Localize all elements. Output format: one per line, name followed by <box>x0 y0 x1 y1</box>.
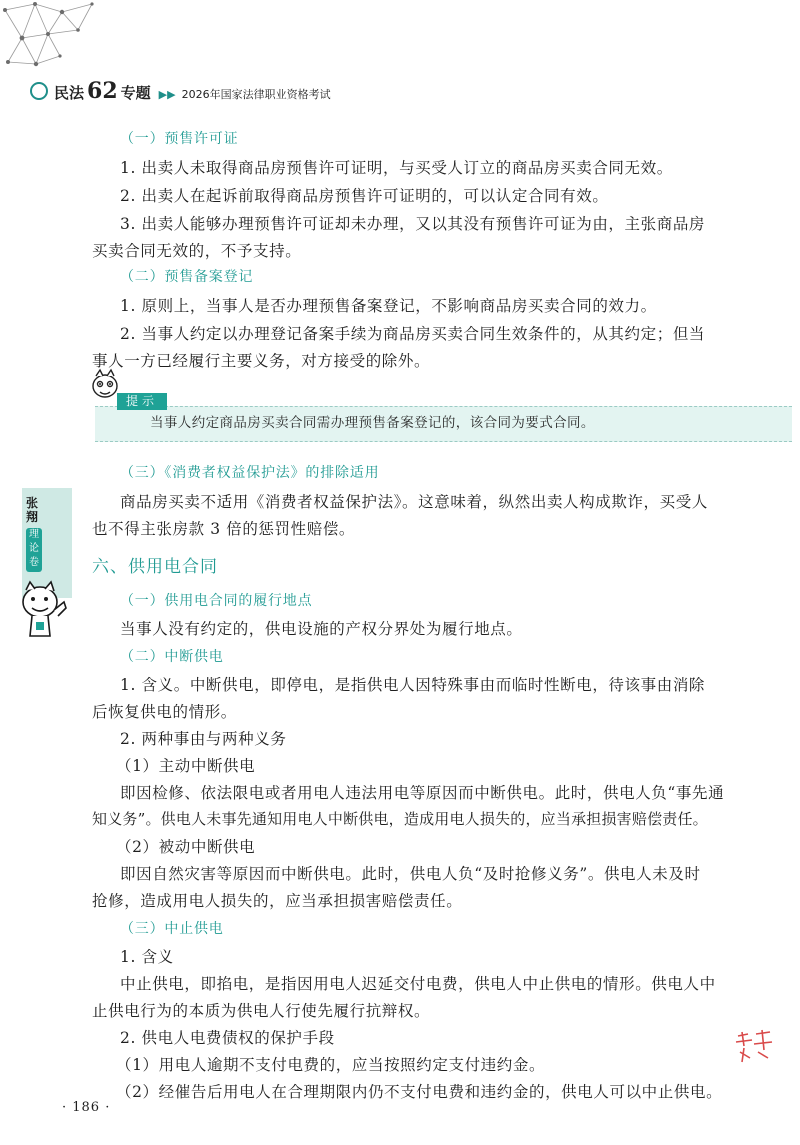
section-title-power-supply-contract: 六、供用电合同 <box>92 557 218 577</box>
heading-suspend-supply: （三）中止供电 <box>120 921 224 937</box>
mascot-thumbs-up-icon <box>14 580 70 644</box>
header-exam: 2026年国家法律职业资格考试 <box>181 88 331 101</box>
heading-interrupt-supply: （二）中断供电 <box>120 649 224 665</box>
tip-text: 当事人约定商品房买卖合同需办理预售备案登记的，该合同为要式合同。 <box>150 415 595 431</box>
brand-logo-icon <box>30 82 48 100</box>
running-header <box>30 78 331 104</box>
paragraph: （1）主动中断供电 <box>116 757 256 775</box>
header-subtitle: 专题 <box>120 84 151 102</box>
paragraph: 2. 供电人电费债权的保护手段 <box>120 1029 335 1047</box>
paragraph: 3. 出卖人能够办理预售许可证却未办理，又以其没有预售许可证为由，主张商品房 <box>120 215 706 233</box>
paragraph: 也不得主张房款 3 倍的惩罚性赔偿。 <box>92 520 356 538</box>
page-number: · 186 · <box>62 1100 111 1115</box>
paragraph: 抢修，造成用电人损失的，应当承担损害赔偿责任。 <box>92 892 463 910</box>
paragraph: 中止供电，即掐电，是指因用电人迟延交付电费，供电人中止供电的情形。供电人中 <box>120 975 716 993</box>
paragraph: （2）经催告后用电人在合理期限内仍不支付电费和违约金的，供电人可以中止供电。 <box>116 1083 723 1101</box>
paragraph: 事人一方已经履行主要义务，对方接受的除外。 <box>92 352 431 370</box>
paragraph: 知义务”。供电人未事先通知用电人中断供电，造成用电人损失的，应当承担损害赔偿责任。 <box>92 810 708 828</box>
heading-consumer-law-exclusion: （三）《消费者权益保护法》的排除适用 <box>120 465 380 481</box>
paragraph: 当事人没有约定的，供电设施的产权分界处为履行地点。 <box>120 620 523 638</box>
paragraph: 2. 两种事由与两种义务 <box>120 730 287 748</box>
paragraph: 即因自然灾害等原因而中断供电。此时，供电人负“及时抢修义务”。供电人未及时 <box>120 865 701 883</box>
paragraph: （1）用电人逾期不支付电费的，应当按照约定支付违约金。 <box>116 1056 546 1074</box>
paragraph: 1. 原则上，当事人是否办理预售备案登记，不影响商品房买卖合同的效力。 <box>120 297 657 315</box>
heading-performance-place: （一）供用电合同的履行地点 <box>120 593 313 609</box>
side-volume-badge: 理论卷 <box>26 528 42 572</box>
paragraph: 2. 出卖人在起诉前取得商品房预售许可证明的，可以认定合同有效。 <box>120 187 609 205</box>
paragraph: 1. 出卖人未取得商品房预售许可证明，与买受人订立的商品房买卖合同无效。 <box>120 159 673 177</box>
side-author-name: 张翔 <box>26 496 39 524</box>
paragraph: 止供电行为的本质为供电人行使先履行抗辩权。 <box>92 1002 431 1020</box>
heading-presale-permit: （一）预售许可证 <box>120 131 239 147</box>
red-stamp-icon <box>732 1028 780 1066</box>
header-title: 民法 <box>54 84 85 102</box>
paragraph: 1. 含义 <box>120 948 174 966</box>
double-arrow-icon: ▶▶ <box>158 88 176 101</box>
paragraph: 2. 当事人约定以办理登记备案手续为商品房买卖合同生效条件的，从其约定；但当 <box>120 325 706 343</box>
tip-label: 提示 <box>117 393 167 410</box>
paragraph: 买卖合同无效的，不予支持。 <box>92 242 302 260</box>
paragraph: 1. 含义。中断供电，即停电，是指供电人因特殊事由而临时性断电，待该事由消除 <box>120 676 706 694</box>
paragraph: （2）被动中断供电 <box>116 838 256 856</box>
paragraph: 后恢复供电的情形。 <box>92 703 237 721</box>
header-number: 62 <box>87 78 118 104</box>
network-decoration-icon <box>0 0 120 80</box>
paragraph: 即因检修、依法限电或者用电人违法用电等原因而中断供电。此时，供电人负“事先通 <box>120 784 725 802</box>
paragraph: 商品房买卖不适用《消费者权益保护法》。这意味着，纵然出卖人构成欺诈，买受人 <box>120 493 708 511</box>
heading-presale-filing: （二）预售备案登记 <box>120 269 254 285</box>
